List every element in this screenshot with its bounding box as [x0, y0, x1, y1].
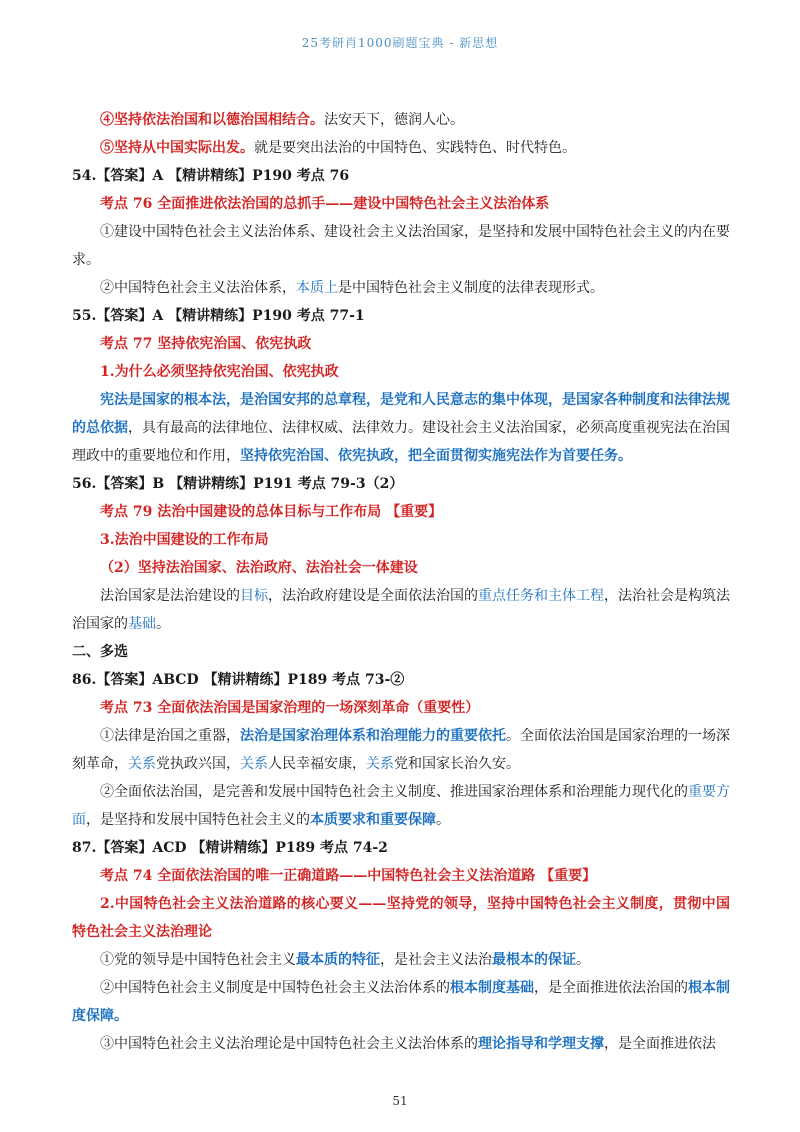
- text-run: 重点任务和主体工程: [478, 588, 604, 604]
- paragraph: [72, 526, 730, 554]
- text-run: （2）坚持法治国家、法治政府、法治社会一体建设: [100, 560, 418, 576]
- paragraph: [72, 638, 730, 666]
- text-run: 法治国家是法治建设的: [100, 588, 240, 604]
- text-run: 是中国特色社会主义制度的法律表现形式。: [338, 280, 604, 296]
- text-run: 。: [436, 812, 450, 828]
- paragraph: [72, 470, 730, 498]
- text-run: 86.【答案】ABCD 【精讲精练】P189 考点 73-②: [72, 672, 405, 688]
- paragraph: [72, 890, 730, 946]
- paragraph: [72, 330, 730, 358]
- text-run: 2.中国特色社会主义法治道路的核心要义——坚持党的领导，坚持中国特色社会主义制度，贯彻中国特色社会主义法治理论: [72, 896, 730, 940]
- text-run: ，是全面推进依法: [604, 1036, 716, 1052]
- text-run: 3.法治中国建设的工作布局: [100, 532, 269, 548]
- page-number: 51: [392, 1094, 408, 1108]
- text-run: ④坚持依法治国和以德治国相结合。: [100, 112, 324, 128]
- text-run: 87.【答案】ACD 【精讲精练】P189 考点 74-2: [72, 840, 388, 856]
- text-run: 二、多选: [72, 644, 128, 660]
- text-run: 本质上: [296, 280, 338, 296]
- text-run: ，是全面推进依法治国的: [534, 980, 688, 996]
- text-run: ①建设中国特色社会主义法治体系、建设社会主义法治国家，是坚持和发展中国特色社会主义的内在要求。: [72, 224, 730, 268]
- text-run: 54.【答案】A 【精讲精练】P190 考点 76: [72, 168, 350, 184]
- text-run: ，具有最高的法律地位、法律权威、法律效力。建设社会主义法治国家，必须高度重视宪法在治国理政中的重要地位和作用，: [72, 420, 730, 464]
- text-run: ②中国特色社会主义制度是中国特色社会主义法治体系的: [100, 980, 450, 996]
- text-run: 党和国家长治久安。: [394, 756, 520, 772]
- text-run: 关系: [240, 756, 268, 772]
- text-run: 就是要突出法治的中国特色、实践特色、时代特色。: [254, 140, 576, 156]
- paragraph: [72, 666, 730, 694]
- text-run: 最本质的特征: [296, 952, 380, 968]
- text-run: 法安天下，德润人心。: [324, 112, 464, 128]
- text-run: ③中国特色社会主义法治理论是中国特色社会主义法治体系的: [100, 1036, 478, 1052]
- text-run: 法治是国家治理体系和治理能力的重要依托: [240, 728, 506, 744]
- paragraph: [72, 862, 730, 890]
- text-run: ⑤坚持从中国实际出发。: [100, 140, 254, 156]
- paragraph: [72, 302, 730, 330]
- text-run: 关系: [128, 756, 156, 772]
- text-run: ①法律是治国之重器，: [100, 728, 240, 744]
- text-run: ，是坚持和发展中国特色社会主义的: [86, 812, 310, 828]
- text-run: 坚持依宪治国、依宪执政，把全面贯彻实施宪法作为首要任务。: [240, 448, 632, 464]
- text-run: ，法治政府建设是全面依法治国的: [268, 588, 478, 604]
- text-run: 考点 76 全面推进依法治国的总抓手——建设中国特色社会主义法治体系: [100, 196, 550, 212]
- text-run: 56.【答案】B 【精讲精练】P191 考点 79-3（2）: [72, 476, 404, 492]
- text-run: 基础: [128, 616, 156, 632]
- paragraph: [72, 134, 730, 162]
- text-run: 考点 73 全面依法治国是国家治理的一场深刻革命（重要性）: [100, 700, 480, 716]
- paragraph: [72, 218, 730, 274]
- paragraph: [72, 722, 730, 778]
- text-run: ①党的领导是中国特色社会主义: [100, 952, 296, 968]
- document-body: [72, 106, 730, 1058]
- text-run: 党执政兴国，: [156, 756, 240, 772]
- paragraph: [72, 274, 730, 302]
- text-run: 考点 79 法治中国建设的总体目标与工作布局 【重要】: [100, 504, 443, 520]
- text-run: 重要方面: [72, 784, 730, 828]
- paragraph: [72, 554, 730, 582]
- text-run: 。: [156, 616, 170, 632]
- text-run: ，是社会主义法治: [380, 952, 492, 968]
- paragraph: [72, 190, 730, 218]
- text-run: ②全面依法治国，是完善和发展中国特色社会主义制度、推进国家治理体系和治理能力现代化的: [100, 784, 688, 800]
- text-run: 理论指导和学理支撑: [478, 1036, 604, 1052]
- text-run: 55.【答案】A 【精讲精练】P190 考点 77-1: [72, 308, 365, 324]
- text-run: 1.为什么必须坚持依宪治国、依宪执政: [100, 364, 339, 380]
- paragraph: [72, 1030, 730, 1058]
- paragraph: [72, 694, 730, 722]
- text-run: ，法治社会是构筑法治国家的: [72, 588, 730, 632]
- text-run: 关系: [366, 756, 394, 772]
- text-run: 人民幸福安康，: [268, 756, 366, 772]
- text-run: 考点 74 全面依法治国的唯一正确道路——中国特色社会主义法治道路 【重要】: [100, 868, 597, 884]
- text-run: 。: [576, 952, 590, 968]
- paragraph: [72, 498, 730, 526]
- text-run: 考点 77 坚持依宪治国、依宪执政: [100, 336, 312, 352]
- text-run: 宪法是国家的根本法，是治国安邦的总章程，是党和人民意志的集中体现，是国家各种制度和法律法规的总依据: [72, 392, 730, 436]
- paragraph: [72, 834, 730, 862]
- paragraph: [72, 386, 730, 470]
- paragraph: [72, 358, 730, 386]
- text-run: 根本制度基础: [450, 980, 534, 996]
- text-run: 最根本的保证: [492, 952, 576, 968]
- paragraph: [72, 974, 730, 1030]
- paragraph: [72, 778, 730, 834]
- paragraph: [72, 106, 730, 134]
- text-run: 目标: [240, 588, 268, 604]
- paragraph: [72, 582, 730, 638]
- text-run: 。全面依法治国是国家治理的一场深刻革命，: [72, 728, 730, 772]
- running-header: 25考研肖1000刷题宝典 - 新思想: [301, 36, 499, 50]
- text-run: 根本制度保障。: [72, 980, 730, 1024]
- paragraph: [72, 946, 730, 974]
- text-run: ②中国特色社会主义法治体系，: [100, 280, 296, 296]
- paragraph: [72, 162, 730, 190]
- text-run: 本质要求和重要保障: [310, 812, 436, 828]
